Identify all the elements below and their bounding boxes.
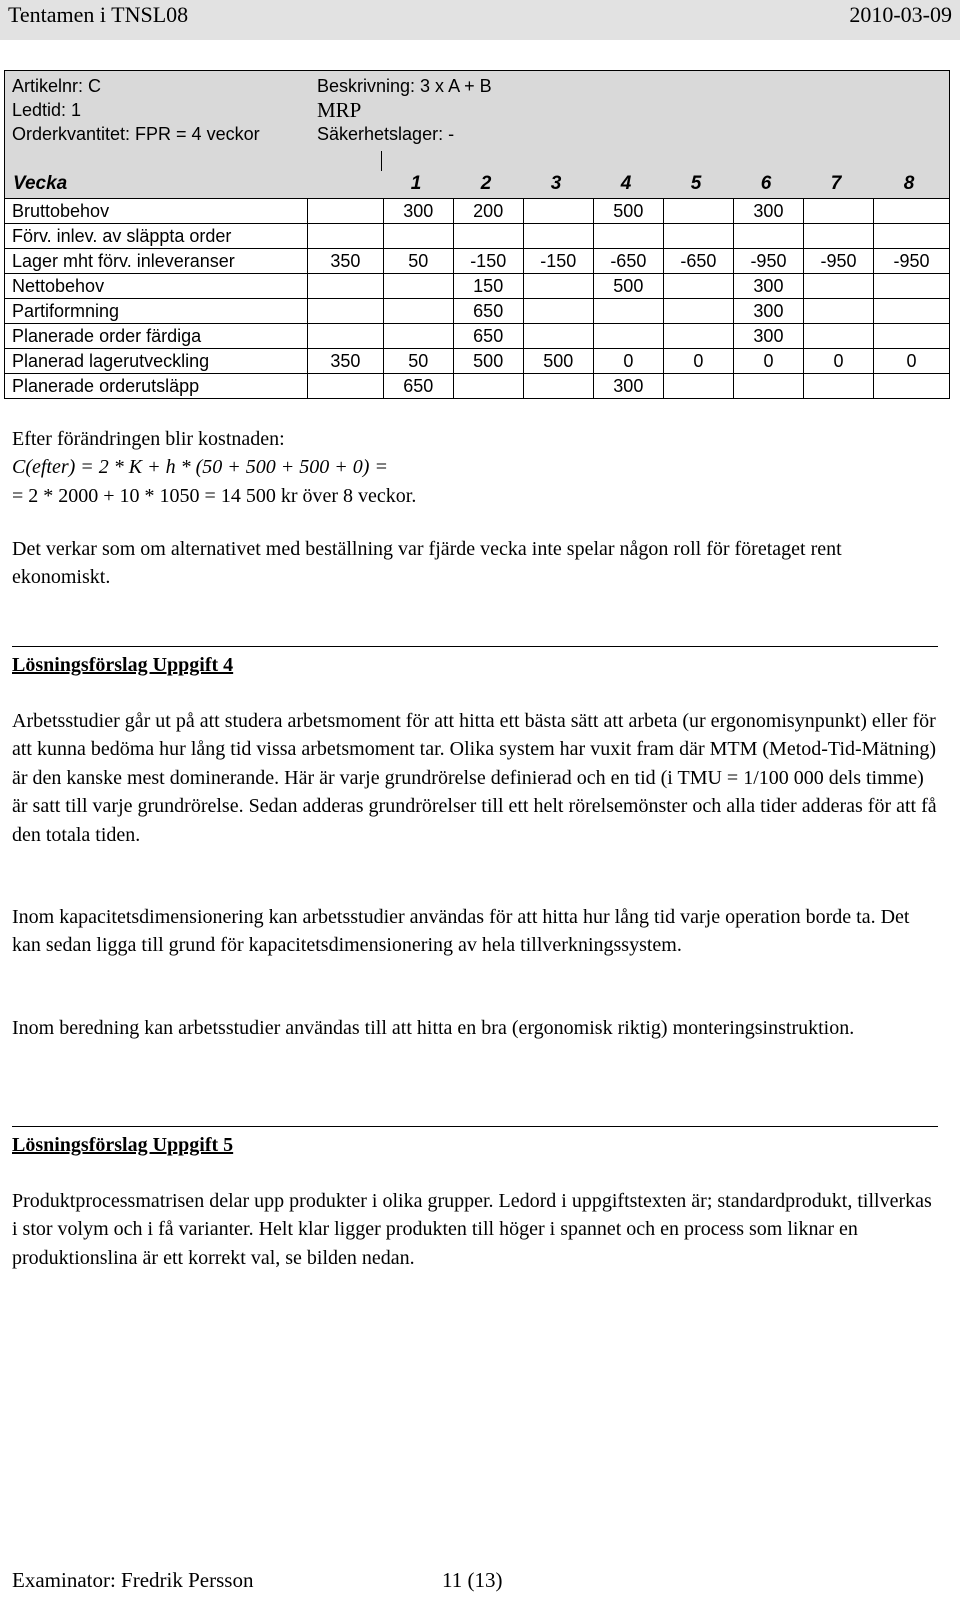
ledtid: Ledtid: 1: [12, 100, 82, 120]
mrp-info-right: [317, 74, 492, 146]
orderkvantitet: Orderkvantitet: FPR = 4 veckor: [12, 124, 260, 144]
row-label: Förv. inlev. av släppta order: [5, 224, 308, 249]
week-cell: [874, 224, 950, 249]
week-cell: [874, 374, 950, 399]
week-header-3: 3: [550, 173, 562, 194]
week-cell: 0: [803, 349, 873, 374]
week-cell: -950: [874, 249, 950, 274]
week-cell: [733, 224, 803, 249]
week-cell: [523, 224, 593, 249]
week-cell: [383, 299, 453, 324]
week-cell: 300: [733, 274, 803, 299]
row-label: Nettobehov: [5, 274, 308, 299]
week-cell: -650: [663, 249, 733, 274]
week-cell: 500: [593, 274, 663, 299]
week-cell: 500: [453, 349, 523, 374]
row-label: Lager mht förv. inleveranser: [5, 249, 308, 274]
week-cell: [663, 324, 733, 349]
start-cell: [308, 224, 384, 249]
week-cell: [523, 324, 593, 349]
week-cell: -150: [523, 249, 593, 274]
week-header-4: 4: [620, 173, 632, 194]
week-cell: [663, 224, 733, 249]
calc-line-2: C(efter) = 2 * K + h * (50 + 500 + 500 + 0) =: [12, 456, 388, 479]
start-cell: 350: [308, 349, 384, 374]
week-cell: 500: [523, 349, 593, 374]
divider-1: [12, 646, 938, 647]
paragraph-4b: Inom kapacitetsdimensionering kan arbetsstudier användas för att hitta hur lång tid varje operation borde ta. Det kan sedan ligga till grund för kapacitetsdimensionering av hela tillverkningssystem.: [12, 906, 910, 957]
week-header-8: 8: [903, 173, 915, 194]
week-cell: [733, 374, 803, 399]
week-cell: [663, 199, 733, 224]
week-cell: 500: [593, 199, 663, 224]
start-cell: [308, 299, 384, 324]
calc-line-1: Efter förändringen blir kostnaden:: [12, 428, 285, 450]
week-cell: [523, 299, 593, 324]
heading-uppgift-4: Lösningsförslag Uppgift 4: [12, 654, 234, 676]
week-cell: [593, 224, 663, 249]
page-footer: [12, 1568, 503, 1593]
week-cell: [874, 274, 950, 299]
conclusion-paragraph: Det verkar som om alternativet med beställning var fjärde vecka inte spelar någon roll för företaget rent ekonomiskt.: [12, 538, 842, 589]
page-number: 11 (13): [442, 1568, 503, 1592]
mrp-row: [5, 299, 950, 324]
row-label: Bruttobehov: [5, 199, 308, 224]
week-cell: 650: [383, 374, 453, 399]
header-date: 2010-03-09: [849, 2, 952, 27]
week-cell: [453, 224, 523, 249]
week-cell: [523, 374, 593, 399]
row-label: Planerade order färdiga: [5, 324, 308, 349]
week-cell: 650: [453, 324, 523, 349]
week-cell: 150: [453, 274, 523, 299]
week-cell: 300: [733, 299, 803, 324]
vecka-label: Vecka: [13, 173, 68, 194]
mrp-row: [5, 249, 950, 274]
header-title: Tentamen i TNSL08: [8, 2, 189, 27]
week-cell: 650: [453, 299, 523, 324]
mrp-table: [4, 70, 950, 408]
row-label: Planerad lagerutveckling: [5, 349, 308, 374]
page-header: [0, 0, 960, 40]
week-cell: 300: [733, 324, 803, 349]
mrp-row: [5, 224, 950, 249]
week-cell: -950: [803, 249, 873, 274]
week-cell: -650: [593, 249, 663, 274]
week-cell: [453, 374, 523, 399]
paragraph-5: Produktprocessmatrisen delar upp produkter i olika grupper. Ledord i uppgiftstexten är; standardprodukt, tillverkas i stor volym och i få varianter. Helt klar ligger produkten till höger i spannet och en process som liknar en produktionslina är ett korrekt val, se bilden nedan.: [12, 1190, 932, 1269]
mrp-row: [5, 199, 950, 224]
start-cell: [308, 199, 384, 224]
divider-2: [12, 1126, 938, 1127]
start-cell: [308, 324, 384, 349]
week-cell: 0: [663, 349, 733, 374]
week-cell: [383, 274, 453, 299]
mrp-row: [5, 324, 950, 349]
week-cell: 50: [383, 349, 453, 374]
week-cell: 200: [453, 199, 523, 224]
row-label: Planerade orderutsläpp: [5, 374, 308, 399]
week-cell: [523, 274, 593, 299]
week-cell: [874, 199, 950, 224]
week-header-1: 1: [410, 173, 422, 194]
week-cell: [803, 324, 873, 349]
week-cell: [803, 274, 873, 299]
mrp-label: MRP: [317, 98, 362, 122]
week-cell: [383, 224, 453, 249]
week-cell: 0: [733, 349, 803, 374]
week-cell: 300: [733, 199, 803, 224]
week-cell: [523, 199, 593, 224]
start-cell: 350: [308, 249, 384, 274]
sakerhetslager: Säkerhetslager: -: [317, 124, 455, 144]
mrp-info-box: [4, 70, 950, 172]
artikelnr: Artikelnr: C: [12, 76, 102, 96]
week-cell: [874, 324, 950, 349]
examinator: Examinator: Fredrik Persson: [12, 1568, 254, 1592]
week-cell: [803, 374, 873, 399]
week-cell: [383, 324, 453, 349]
start-cell: [308, 374, 384, 399]
mrp-info-left: [12, 74, 260, 146]
week-header-2: 2: [480, 173, 492, 194]
week-cell: [663, 274, 733, 299]
week-cell: [803, 199, 873, 224]
paragraph-4c: Inom beredning kan arbetsstudier användas till att hitta en bra (ergonomisk riktig) monteringsinstruktion.: [12, 1017, 855, 1039]
week-cell: [803, 299, 873, 324]
beskrivning: Beskrivning: 3 x A + B: [317, 76, 492, 96]
mrp-row: [5, 374, 950, 399]
row-label: Partiformning: [5, 299, 308, 324]
paragraph-4a: Arbetsstudier går ut på att studera arbetsmoment för att hitta ett bästa sätt att arbeta (ur ergonomisynpunkt) eller för att kunna bedöma hur lång tid vissa arbetsmoment tar. Olika system har vuxit fram där MTM (Metod-Tid-Mätning) är den kanske mest dominerande. Här är varje grundrörelse definierad och en tid (i TMU = 1/100 000 dels timme) är satt till varje grundrörelse. Sedan adderas grundrörelser till ett helt rörelsemönster och alla tider adderas för att få den totala tiden.: [12, 710, 937, 846]
week-cell: [593, 299, 663, 324]
calc-line-3: = 2 * 2000 + 10 * 1050 = 14 500 kr över 8 veckor.: [12, 484, 417, 507]
week-cell: 300: [593, 374, 663, 399]
week-cell: [803, 224, 873, 249]
week-cell: 0: [874, 349, 950, 374]
week-cell: [593, 324, 663, 349]
mrp-grid: [4, 198, 950, 399]
start-cell: [308, 274, 384, 299]
week-cell: 50: [383, 249, 453, 274]
week-cell: [663, 299, 733, 324]
vecka-row: [4, 171, 950, 198]
week-header-5: 5: [690, 173, 702, 194]
week-cell: [663, 374, 733, 399]
heading-uppgift-5: Lösningsförslag Uppgift 5: [12, 1134, 234, 1156]
mrp-row: [5, 274, 950, 299]
calc-block: [12, 425, 942, 510]
week-cell: -150: [453, 249, 523, 274]
week-cell: 300: [383, 199, 453, 224]
week-header-7: 7: [830, 173, 842, 194]
week-cell: 0: [593, 349, 663, 374]
mrp-row: [5, 349, 950, 374]
week-cell: -950: [733, 249, 803, 274]
start-cell-strip: [381, 151, 950, 171]
week-cell: [874, 299, 950, 324]
week-header-6: 6: [760, 173, 772, 194]
